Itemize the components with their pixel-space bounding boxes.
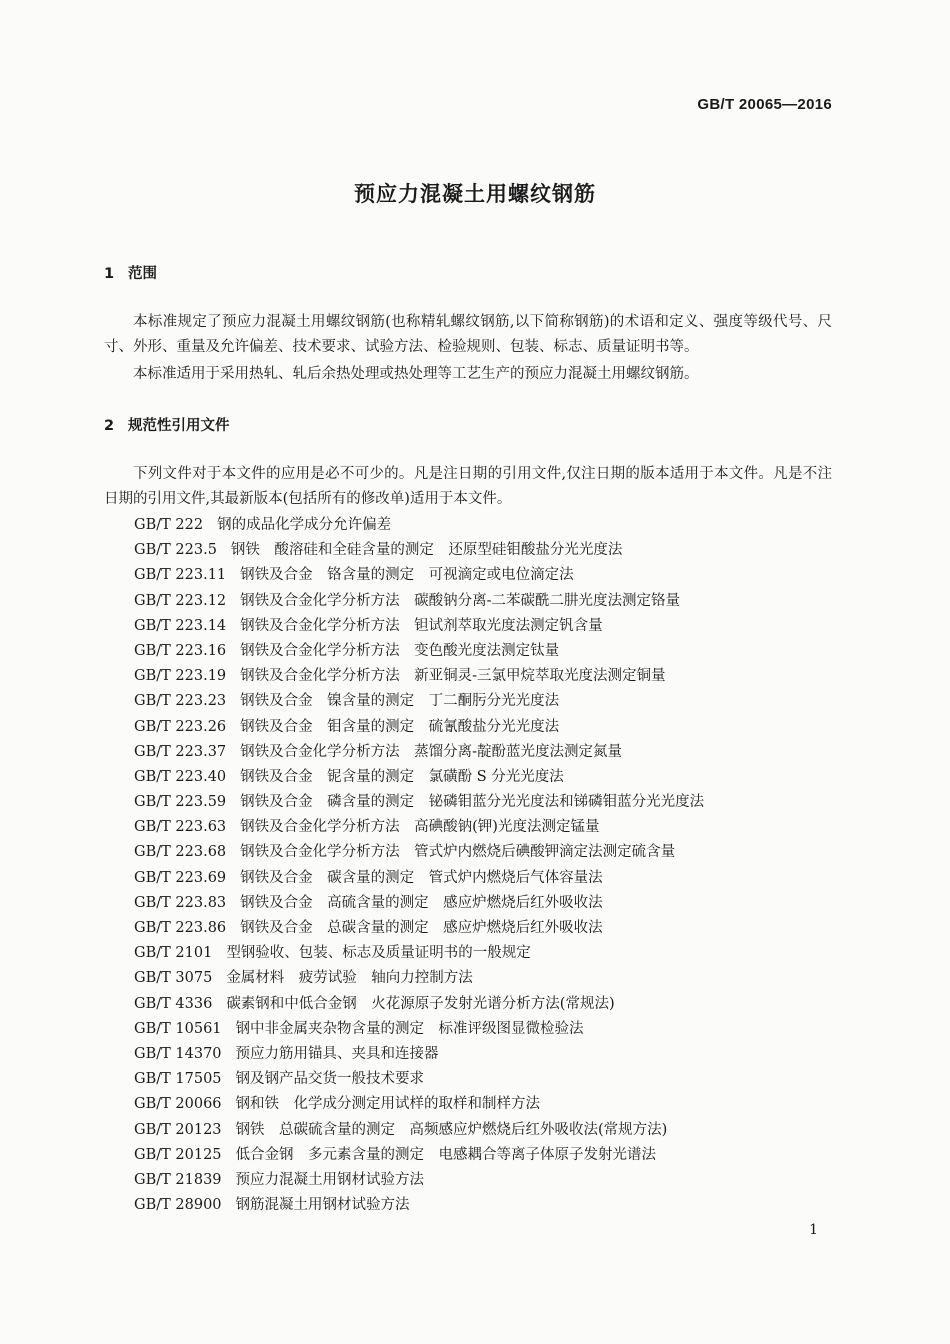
reference-title: 钢铁及合金 高硫含量的测定 感应炉燃烧后红外吸收法 xyxy=(240,894,603,911)
reference-title: 钢铁及合金化学分析方法 变色酸光度法测定钛量 xyxy=(240,642,560,659)
reference-item xyxy=(134,664,834,689)
reference-item xyxy=(134,563,834,588)
reference-code: GB/T 223.37 xyxy=(134,743,227,760)
reference-title: 型钢验收、包装、标志及质量证明书的一般规定 xyxy=(226,945,531,962)
reference-item xyxy=(134,1143,834,1168)
section-1-paragraph-2: 本标准适用于采用热轧、轧后余热处理或热处理等工艺生产的预应力混凝土用螺纹钢筋。 xyxy=(133,366,699,382)
reference-item xyxy=(134,815,834,840)
reference-item xyxy=(134,513,834,538)
reference-item xyxy=(134,689,834,714)
reference-item xyxy=(134,1067,834,1092)
reference-item xyxy=(134,740,834,765)
reference-code: GB/T 223.69 xyxy=(134,869,227,886)
reference-title: 钢及钢产品交货一般技术要求 xyxy=(235,1071,425,1088)
reference-item xyxy=(134,614,834,639)
reference-title: 金属材料 疲劳试验 轴向力控制方法 xyxy=(226,970,473,987)
reference-code: GB/T 223.12 xyxy=(134,592,227,609)
reference-item xyxy=(134,589,834,614)
reference-title: 钢铁及合金化学分析方法 新亚铜灵-三氯甲烷萃取光度法测定铜量 xyxy=(240,668,666,685)
reference-title: 钢铁及合金 总碳含量的测定 感应炉燃烧后红外吸收法 xyxy=(240,920,603,936)
reference-title: 低合金钢 多元素含量的测定 电感耦合等离子体原子发射光谱法 xyxy=(235,1146,657,1163)
reference-item xyxy=(134,866,834,891)
reference-code: GB/T 223.83 xyxy=(134,894,227,911)
reference-item xyxy=(134,1092,834,1117)
reference-code: GB/T 223.26 xyxy=(134,718,227,735)
reference-code: GB/T 223.16 xyxy=(134,642,227,659)
reference-title: 碳素钢和中低合金钢 火花源原子发射光谱分析方法(常规法) xyxy=(226,995,615,1012)
reference-title: 钢铁及合金 碳含量的测定 管式炉内燃烧后气体容量法 xyxy=(240,869,603,886)
section-2-heading xyxy=(104,414,230,435)
reference-title: 钢铁及合金化学分析方法 蒸馏分离-靛酚蓝光度法测定氮量 xyxy=(240,743,623,760)
reference-title: 钢的成品化学成分允许偏差 xyxy=(217,517,392,533)
reference-code: GB/T 223.40 xyxy=(134,768,227,785)
reference-title: 钢铁及合金化学分析方法 碳酸钠分离-二苯碳酰二肼光度法测定铬量 xyxy=(240,592,681,609)
reference-item xyxy=(134,840,834,865)
reference-code: GB/T 20066 xyxy=(134,1096,222,1113)
reference-title: 钢铁及合金化学分析方法 高碘酸钠(钾)光度法测定锰量 xyxy=(240,819,600,836)
document-title: 预应力混凝土用螺纹钢筋 xyxy=(354,182,596,206)
reference-code: GB/T 14370 xyxy=(134,1045,222,1062)
reference-item xyxy=(134,891,834,916)
reference-item xyxy=(134,715,834,740)
reference-code: GB/T 223.63 xyxy=(134,819,227,836)
reference-title: 钢铁及合金 铬含量的测定 可视滴定或电位滴定法 xyxy=(240,567,574,584)
reference-title: 预应力筋用锚具、夹具和连接器 xyxy=(235,1045,439,1062)
reference-title: 钢铁及合金 铌含量的测定 氯磺酚 S 分光光度法 xyxy=(240,768,564,785)
section-1-heading xyxy=(104,262,157,283)
reference-item xyxy=(134,538,834,563)
reference-code: GB/T 223.59 xyxy=(134,794,227,811)
reference-code: GB/T 223.5 xyxy=(134,542,217,559)
reference-item xyxy=(134,992,834,1017)
reference-item xyxy=(134,916,834,941)
reference-code: GB/T 2101 xyxy=(134,945,213,962)
reference-item xyxy=(134,1118,834,1143)
reference-item xyxy=(134,1042,834,1067)
section-2-paragraph-1: 下列文件对于本文件的应用是必不可少的。凡是注日期的引用文件,仅注日期的版本适用于本文件。凡是不注日期的引用文件,其最新版本(包括所有的修改单)适用于本文件。 xyxy=(104,466,832,507)
reference-title: 预应力混凝土用钢材试验方法 xyxy=(235,1171,425,1188)
reference-code: GB/T 223.14 xyxy=(134,617,227,634)
reference-item xyxy=(134,1193,834,1218)
reference-code: GB/T 223.19 xyxy=(134,668,227,685)
reference-item xyxy=(134,966,834,991)
reference-title: 钢铁及合金 镍含量的测定 丁二酮肟分光光度法 xyxy=(240,693,560,710)
reference-code: GB/T 20125 xyxy=(134,1146,222,1163)
reference-code: GB/T 17505 xyxy=(134,1071,222,1088)
reference-code: GB/T 10561 xyxy=(134,1020,222,1037)
reference-title: 钢和铁 化学成分测定用试样的取样和制样方法 xyxy=(235,1096,541,1113)
section-title: 规范性引用文件 xyxy=(128,418,230,434)
reference-title: 钢铁 酸溶硅和全硅含量的测定 还原型硅钼酸盐分光光度法 xyxy=(230,542,623,559)
reference-list xyxy=(134,513,834,1218)
reference-code: GB/T 21839 xyxy=(134,1171,222,1188)
reference-code: GB/T 223.68 xyxy=(134,844,227,861)
reference-item xyxy=(134,790,834,815)
reference-title: 钢铁 总碳硫含量的测定 高频感应炉燃烧后红外吸收法(常规方法) xyxy=(235,1121,668,1138)
section-title: 范围 xyxy=(128,266,157,282)
reference-title: 钢筋混凝土用钢材试验方法 xyxy=(235,1197,410,1214)
reference-title: 钢铁及合金 钼含量的测定 硫氰酸盐分光光度法 xyxy=(240,718,560,735)
reference-item xyxy=(134,1168,834,1193)
reference-code: GB/T 222 xyxy=(134,517,204,533)
reference-title: 钢铁及合金 磷含量的测定 铋磷钼蓝分光光度法和锑磷钼蓝分光光度法 xyxy=(240,794,705,811)
reference-code: GB/T 223.23 xyxy=(134,693,227,710)
reference-title: 钢铁及合金化学分析方法 管式炉内燃烧后碘酸钾滴定法测定硫含量 xyxy=(240,844,676,861)
reference-item xyxy=(134,765,834,790)
reference-item xyxy=(134,639,834,664)
reference-code: GB/T 223.86 xyxy=(134,920,227,936)
page-number: 1 xyxy=(809,1222,818,1238)
reference-item xyxy=(134,1017,834,1042)
reference-item xyxy=(134,941,834,966)
reference-code: GB/T 3075 xyxy=(134,970,213,987)
reference-title: 钢中非金属夹杂物含量的测定 标准评级图显微检验法 xyxy=(235,1020,584,1037)
reference-code: GB/T 28900 xyxy=(134,1197,222,1214)
reference-title: 钢铁及合金化学分析方法 钽试剂萃取光度法测定钒含量 xyxy=(240,617,603,634)
reference-code: GB/T 4336 xyxy=(134,995,213,1012)
section-number: 1 xyxy=(104,266,115,282)
reference-code: GB/T 20123 xyxy=(134,1121,222,1138)
section-1-paragraph-1: 本标准规定了预应力混凝土用螺纹钢筋(也称精轧螺纹钢筋,以下简称钢筋)的术语和定义、强度等级代号、尺寸、外形、重量及允许偏差、技术要求、试验方法、检验规则、包装、标志、质量证明书等。 xyxy=(104,314,832,355)
section-number: 2 xyxy=(104,418,115,434)
reference-code: GB/T 223.11 xyxy=(134,567,227,584)
standard-code: GB/T 20065—2016 xyxy=(697,96,832,113)
